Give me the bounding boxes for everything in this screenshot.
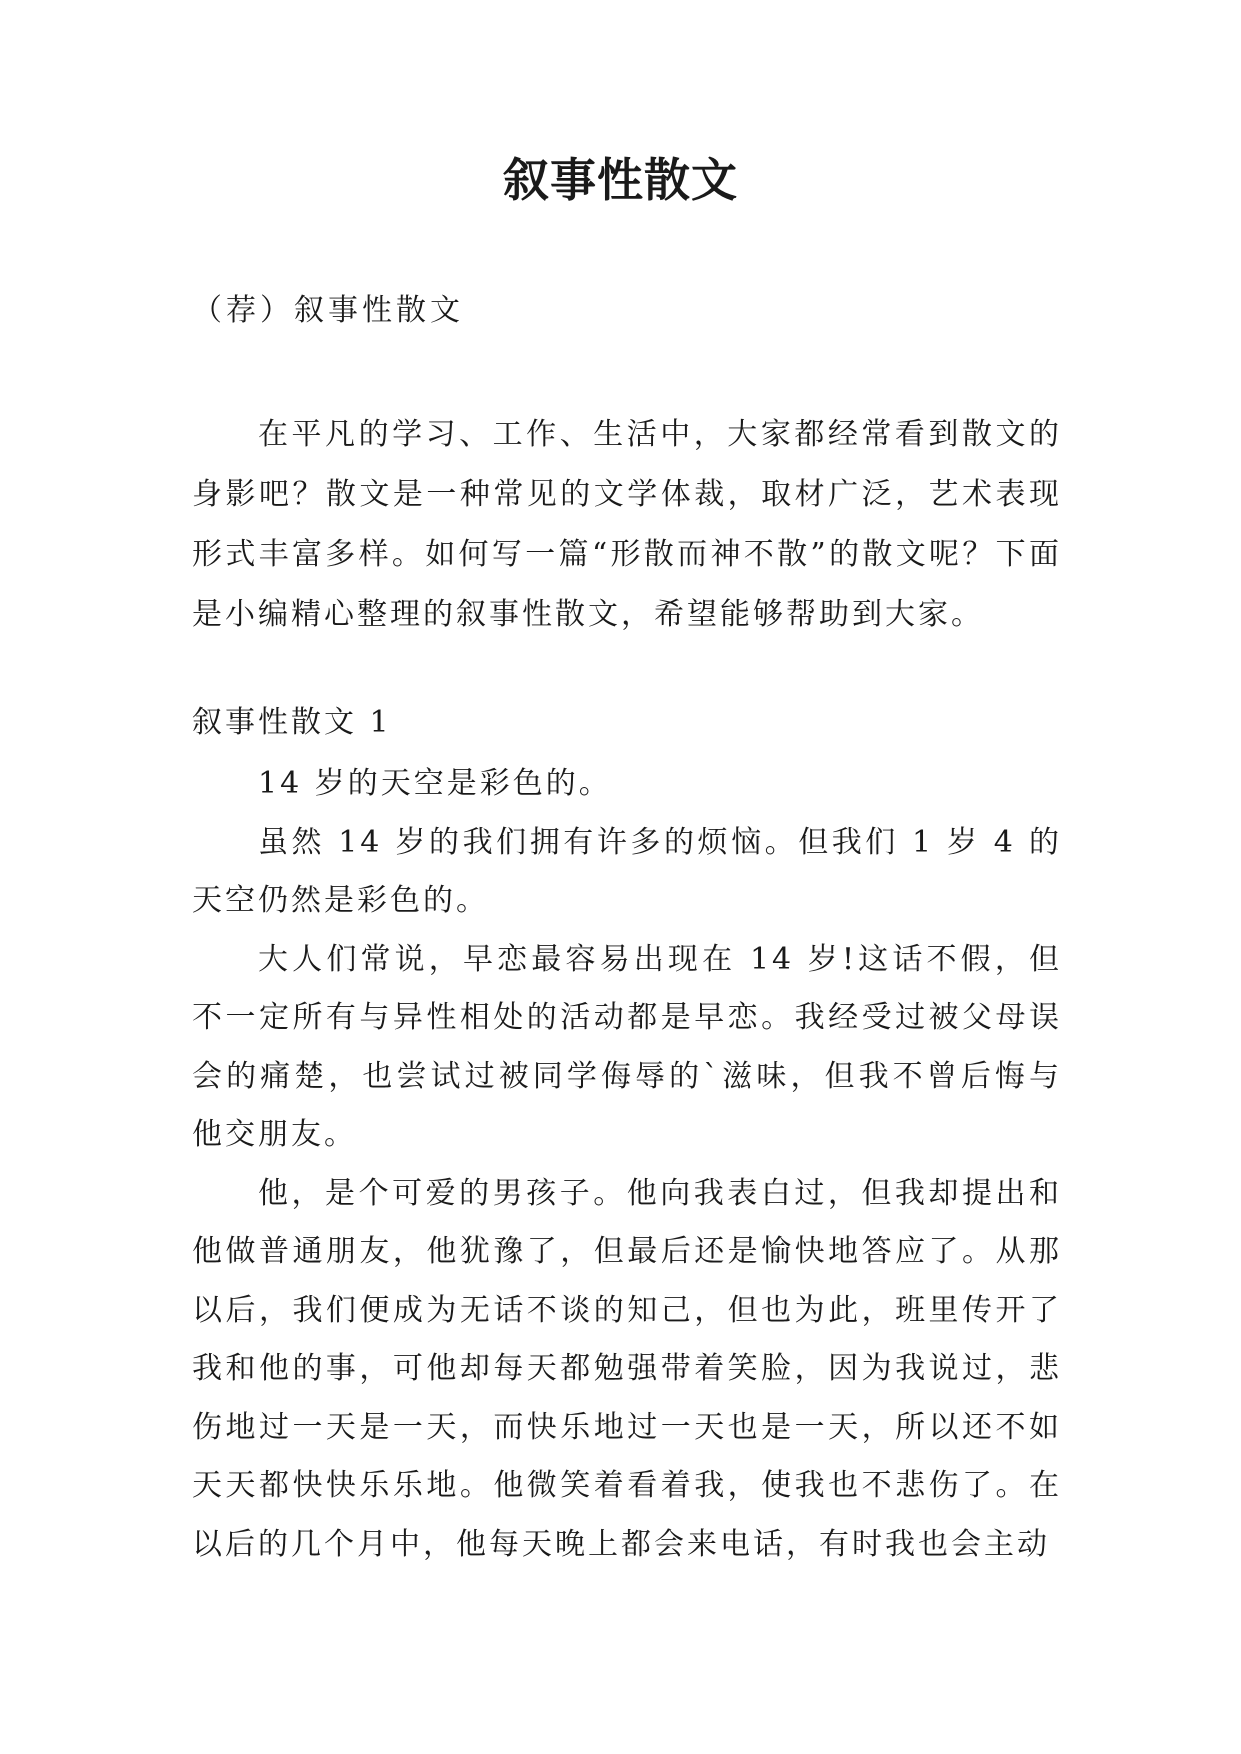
- body-paragraph: 他，是个可爱的男孩子。他向我表白过，但我却提出和他做普通朋友，他犹豫了，但最后还是愉快地答应了。从那以后，我们便成为无话不谈的知己，但也为此，班里传开了我和他的事，可他却每天都勉强带着笑脸，因为我说过，悲伤地过一天是一天，而快乐地过一天也是一天，所以还不如天天都快快乐乐地。他微笑着看着我，使我也不悲伤了。在以后的几个月中，他每天晚上都会来电话，有时我也会主动: [192, 1175, 1062, 1562]
- document-title: 叙事性散文: [503, 153, 738, 207]
- body-paragraph: 14 岁的天空是彩色的。: [258, 766, 612, 801]
- section-body: [192, 755, 1062, 1574]
- body-paragraph: 大人们常说，早恋最容易出现在 14 岁!这话不假，但不一定所有与异性相处的活动都是早恋。我经受过被父母误会的痛楚，也尝试过被同学侮辱的`滋味，但我不曾后悔与他交朋友。: [192, 941, 1062, 1152]
- document-subtitle: （荐）叙事性散文: [192, 293, 464, 328]
- section-heading: 叙事性散文 1: [192, 705, 392, 740]
- intro-paragraph: 在平凡的学习、工作、生活中，大家都经常看到散文的身影吧？散文是一种常见的文学体裁，取材广泛，艺术表现形式丰富多样。如何写一篇“形散而神不散”的散文呢？下面是小编精心整理的叙事性散文，希望能够帮助到大家。: [192, 417, 1062, 632]
- body-paragraph: 虽然 14 岁的我们拥有许多的烦恼。但我们 1 岁 4 的天空仍然是彩色的。: [192, 824, 1062, 918]
